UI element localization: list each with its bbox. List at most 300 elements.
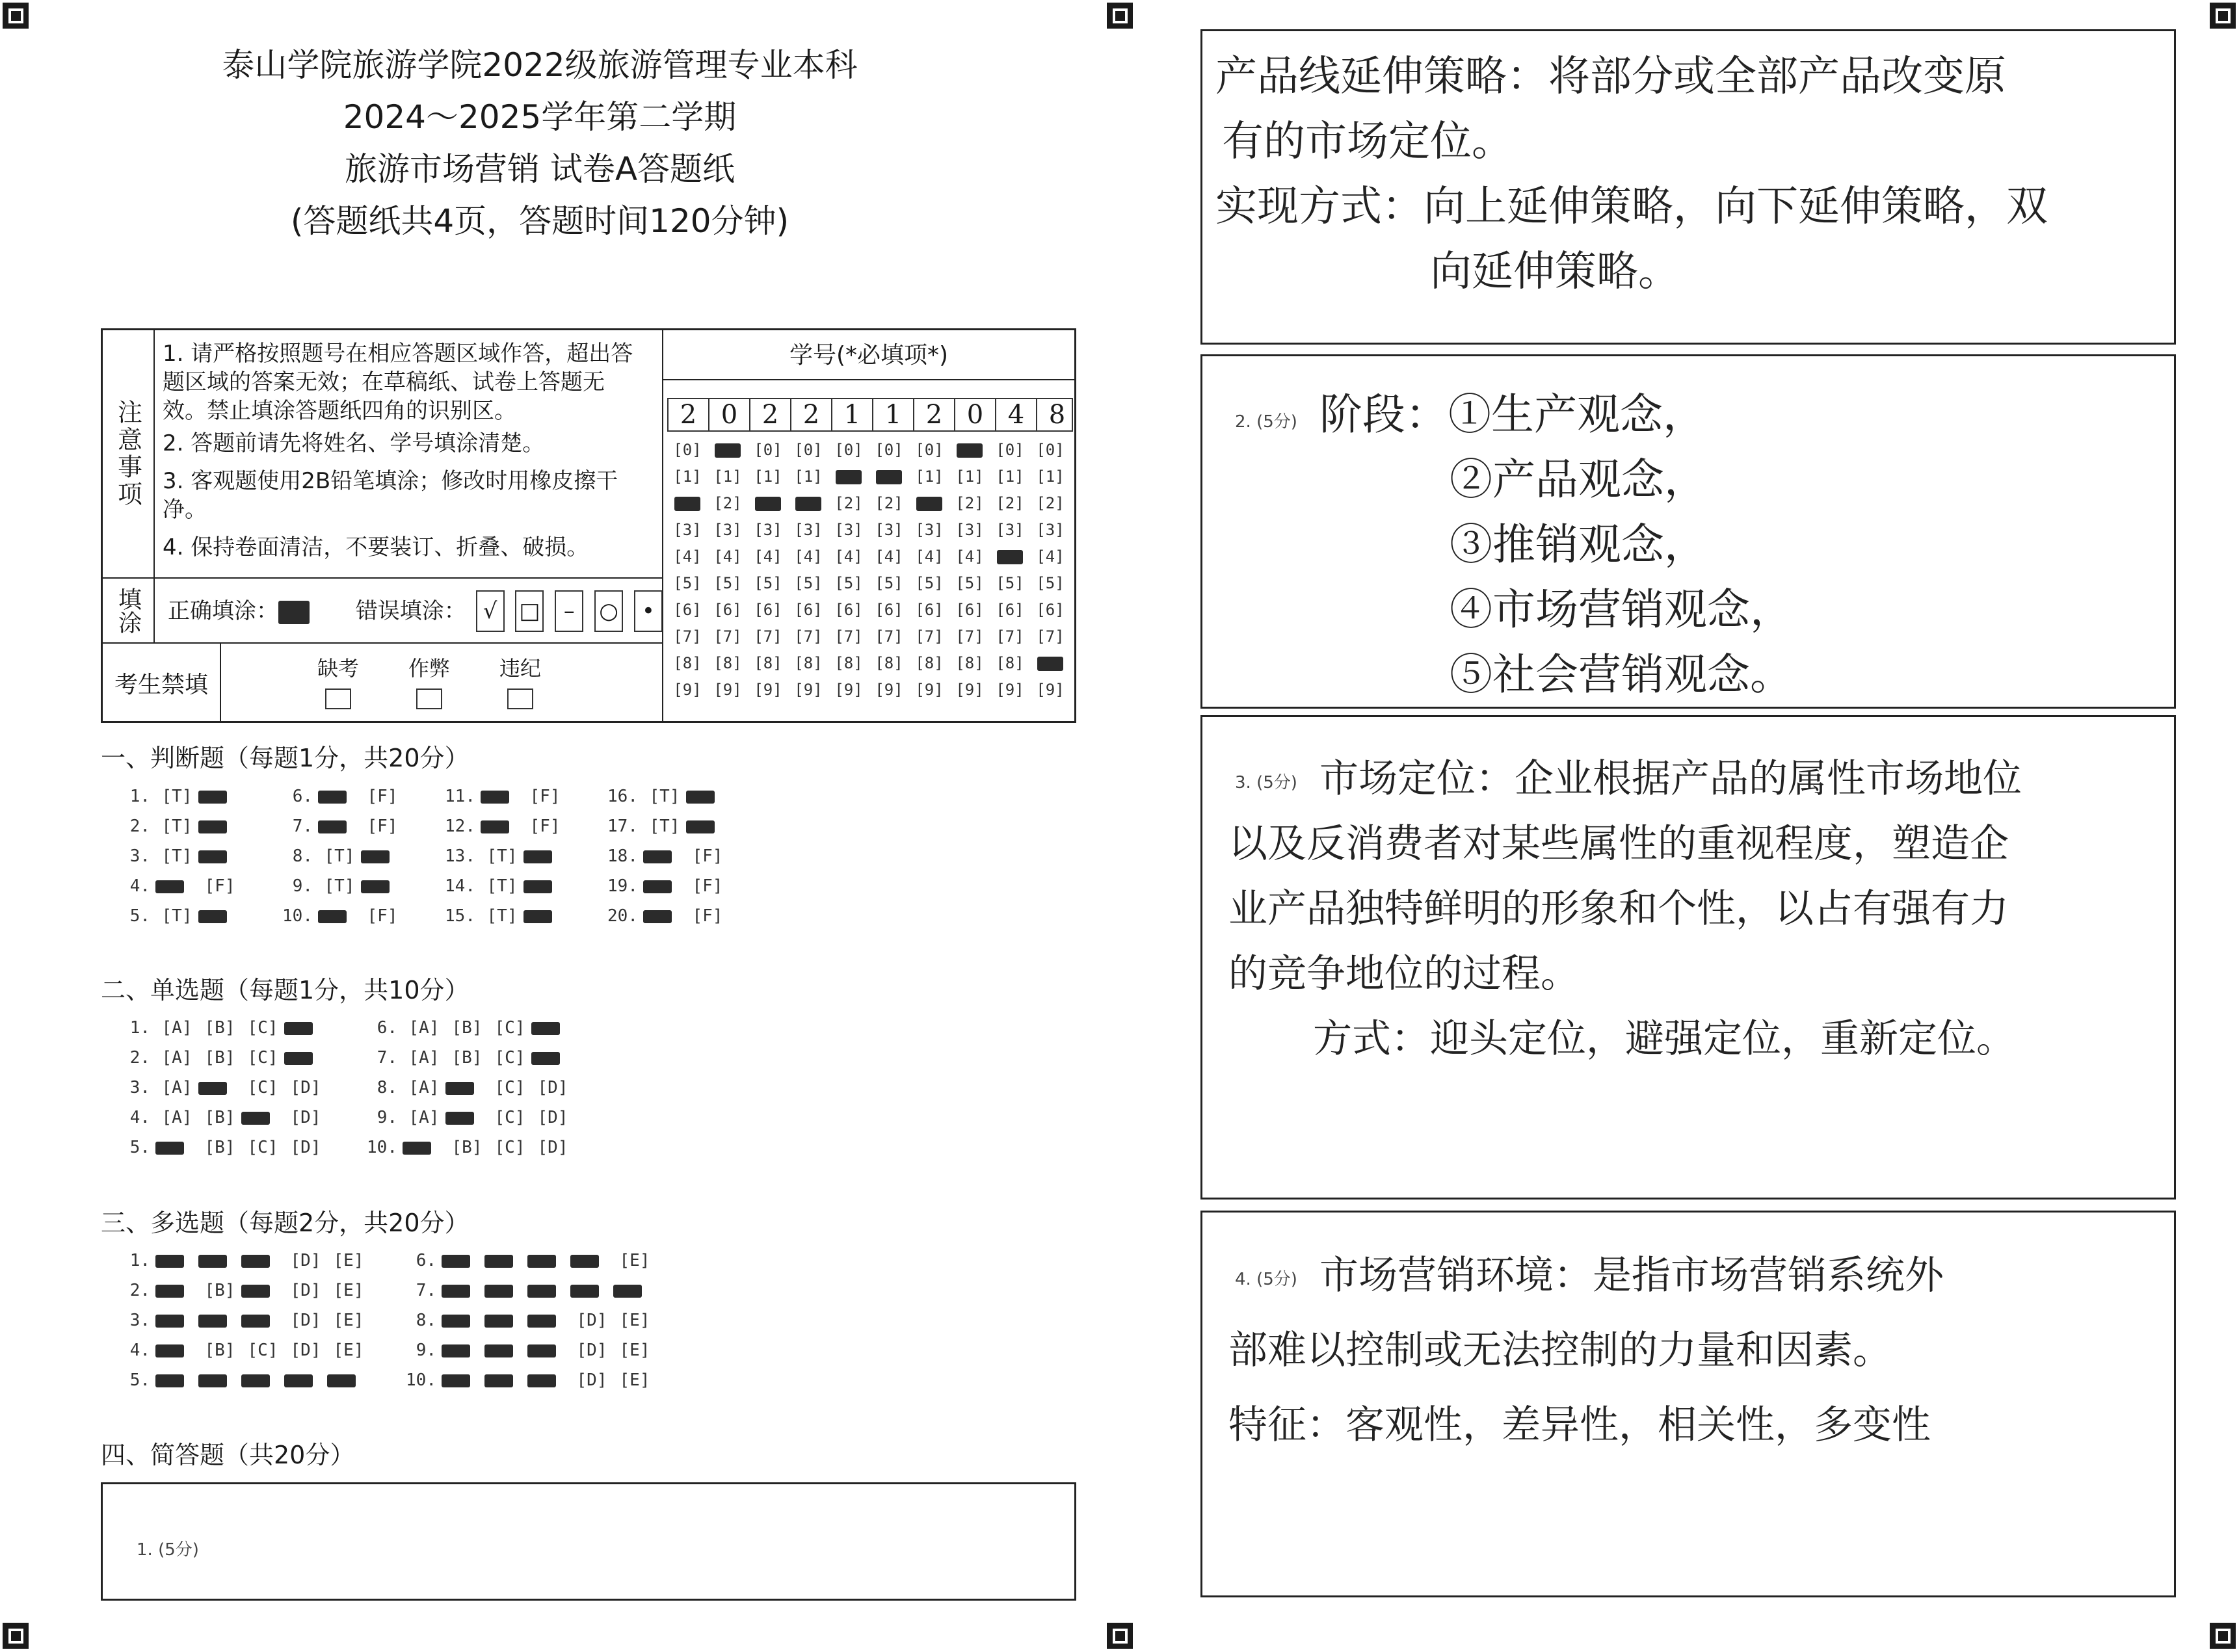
student-id-bubble[interactable]: [0] — [794, 441, 823, 459]
question-number: 12. — [445, 817, 475, 836]
answer-bubble[interactable]: [A] — [161, 1108, 192, 1127]
student-id-bubble[interactable]: [0] — [996, 441, 1024, 459]
answer-bubble[interactable]: [T] — [486, 906, 518, 926]
student-id-bubble[interactable]: [1] — [673, 467, 702, 486]
answer-bubble[interactable]: [F] — [692, 906, 723, 926]
answer-bubble[interactable]: [A] — [161, 1018, 192, 1038]
answer-bubble[interactable]: [D] — [290, 1281, 321, 1300]
answer-bubble[interactable] — [198, 846, 241, 866]
question-number: 11. — [445, 787, 475, 806]
answer-bubble[interactable]: [B] — [204, 1341, 235, 1360]
answer-bubble[interactable] — [686, 787, 729, 806]
answer-bubble[interactable]: [D] — [290, 1078, 321, 1097]
answer-bubble[interactable] — [523, 876, 566, 896]
student-id-bubble[interactable]: [5] — [673, 574, 702, 592]
answer-bubble[interactable] — [484, 1281, 527, 1300]
student-id-bubble[interactable]: [3] — [673, 521, 702, 539]
notice-item-4: 4. 保持卷面清洁，不要装订、折叠、破损。 — [163, 534, 589, 560]
multi-question — [400, 1251, 656, 1281]
multi-answer-area — [114, 1251, 764, 1407]
student-id-bubble[interactable]: [0] — [875, 441, 903, 459]
student-id-bubble[interactable]: [6] — [915, 601, 944, 619]
answer-bubble[interactable]: [F] — [367, 906, 398, 926]
student-id-bubble[interactable]: [5] — [794, 574, 823, 592]
answer-bubble[interactable]: [E] — [619, 1370, 650, 1390]
answer-bubble[interactable]: [T] — [649, 787, 680, 806]
student-id-digit: 1 — [873, 399, 914, 430]
answer-3-label: 3. (5分) — [1235, 773, 1297, 793]
candidate-forbidden-label: 考生禁填 — [103, 644, 221, 722]
answer-bubble[interactable]: [E] — [333, 1251, 364, 1270]
answer-bubble[interactable]: [B] — [451, 1018, 483, 1038]
violation-field — [499, 652, 541, 709]
answer-3-line: 业产品独特鲜明的形象和个性，以占有强有力 — [1228, 886, 2009, 932]
single-question — [361, 1138, 574, 1168]
judge-question — [602, 906, 729, 936]
student-id-bubble[interactable] — [708, 437, 748, 464]
answer-bubble[interactable]: [T] — [161, 817, 192, 836]
answer-bubble[interactable] — [442, 1251, 484, 1270]
answer-bubble[interactable] — [155, 1341, 198, 1360]
student-id-bubble[interactable] — [990, 544, 1030, 570]
answer-bubble[interactable] — [198, 906, 241, 926]
student-id-bubble[interactable]: [8] — [794, 654, 823, 672]
right-page — [1119, 0, 2239, 1652]
student-id-bubble[interactable]: [3] — [754, 521, 782, 539]
student-id-bubble[interactable]: [6] — [875, 601, 903, 619]
answer-bubble[interactable] — [531, 1018, 574, 1038]
student-id-bubble[interactable]: [8] — [834, 654, 863, 672]
answer-bubble[interactable] — [481, 817, 523, 836]
answer-bubble[interactable]: [C] — [494, 1048, 525, 1068]
answer-bubble[interactable]: [E] — [333, 1281, 364, 1300]
fill-example-row — [168, 590, 663, 632]
answer-bubble[interactable]: [D] — [576, 1311, 607, 1330]
answer-bubble[interactable]: [T] — [486, 846, 518, 866]
answer-bubble[interactable]: [A] — [408, 1078, 440, 1097]
multi-question — [400, 1370, 656, 1400]
student-id-bubble[interactable]: [9] — [875, 681, 903, 699]
question-number: 16. — [607, 787, 638, 806]
answer-bubble[interactable]: [D] — [537, 1078, 568, 1097]
answer-bubble[interactable]: [A] — [161, 1048, 192, 1068]
answer-bubble[interactable]: [D] — [290, 1138, 321, 1157]
question-number: 9. — [377, 1108, 397, 1127]
student-id-bubble[interactable]: [1] — [713, 467, 742, 486]
student-id-bubble[interactable]: [9] — [915, 681, 944, 699]
answer-bubble[interactable] — [318, 787, 361, 806]
student-id-bubble[interactable]: [0] — [1036, 441, 1065, 459]
student-id-bubble[interactable]: [4] — [834, 547, 863, 566]
answer-bubble[interactable] — [442, 1311, 484, 1330]
answer-bubble[interactable]: [E] — [619, 1311, 650, 1330]
answer-bubble[interactable] — [484, 1370, 527, 1390]
answer-bubble[interactable]: [D] — [537, 1108, 568, 1127]
answer-bubble[interactable] — [318, 817, 361, 836]
answer-bubble[interactable] — [403, 1138, 445, 1157]
student-id-bubble[interactable]: [8] — [875, 654, 903, 672]
answer-bubble[interactable] — [613, 1281, 656, 1300]
student-id-bubble[interactable]: [4] — [875, 547, 903, 566]
student-id-bubble[interactable]: [1] — [955, 467, 984, 486]
answer-box-2[interactable] — [1200, 354, 2176, 709]
question-number: 4. — [129, 1108, 150, 1127]
answer-bubble[interactable] — [198, 1370, 241, 1390]
student-id-bubble[interactable]: [1] — [794, 467, 823, 486]
student-id-bubble[interactable]: [5] — [996, 574, 1024, 592]
answer-bubble[interactable] — [523, 906, 566, 926]
student-id-bubble[interactable]: [6] — [1036, 601, 1065, 619]
student-id-bubble[interactable]: [5] — [834, 574, 863, 592]
student-id-bubble[interactable]: [2] — [875, 494, 903, 512]
answer-bubble[interactable]: [C] — [494, 1108, 525, 1127]
question-number: 6. — [292, 787, 313, 806]
student-id-digit: 2 — [669, 399, 709, 430]
answer-bubble[interactable] — [241, 1251, 284, 1270]
student-id-bubble[interactable] — [1030, 650, 1070, 677]
answer-bubble[interactable]: [D] — [576, 1370, 607, 1390]
answer-bubble[interactable] — [643, 846, 686, 866]
student-id-bubble[interactable]: [6] — [713, 601, 742, 619]
filled-bubble — [957, 443, 983, 458]
student-id-bubble[interactable]: [2] — [834, 494, 863, 512]
answer-bubble[interactable]: [A] — [408, 1048, 440, 1068]
student-id-bubble[interactable]: [8] — [996, 654, 1024, 672]
student-id-bubble[interactable]: [1] — [754, 467, 782, 486]
student-id-bubble[interactable] — [748, 490, 788, 517]
answer-bubble[interactable] — [155, 1311, 198, 1330]
answer-bubble[interactable] — [531, 1048, 574, 1068]
student-id-bubble[interactable]: [5] — [1036, 574, 1065, 592]
answer-box-3[interactable] — [1200, 715, 2176, 1200]
student-id-bubble[interactable]: [7] — [955, 627, 984, 646]
cheat-label: 作弊 — [408, 656, 451, 681]
multi-question — [400, 1281, 656, 1311]
wrong-fill-label: 错误填涂： — [355, 598, 466, 624]
student-id-bubble[interactable]: [6] — [955, 601, 984, 619]
answer-bubble[interactable] — [442, 1370, 484, 1390]
student-id-bubble[interactable]: [8] — [713, 654, 742, 672]
answer-1-line: 向延伸策略。 — [1430, 248, 1680, 296]
answer-bubble[interactable]: [B] — [204, 1018, 235, 1038]
answer-bubble[interactable] — [570, 1251, 613, 1270]
answer-box-4[interactable] — [1200, 1211, 2176, 1597]
answer-bubble[interactable] — [241, 1281, 284, 1300]
student-id-bubble[interactable]: [0] — [915, 441, 944, 459]
student-id-bubble[interactable]: [9] — [673, 681, 702, 699]
answer-bubble[interactable]: [D] — [290, 1341, 321, 1360]
answer-bubble[interactable] — [570, 1281, 613, 1300]
violation-checkbox[interactable] — [507, 688, 533, 709]
student-id-bubble[interactable]: [2] — [1036, 494, 1065, 512]
answer-bubble[interactable]: [E] — [619, 1341, 650, 1360]
student-id-bubble[interactable]: [0] — [834, 441, 863, 459]
answer-bubble[interactable] — [198, 817, 241, 836]
answer-2-label: 2. (5分) — [1235, 412, 1297, 432]
answer-bubble[interactable]: [F] — [204, 876, 235, 896]
answer-bubble[interactable]: [F] — [529, 787, 561, 806]
student-id-bubble[interactable]: [7] — [834, 627, 863, 646]
answer-bubble[interactable]: [E] — [619, 1251, 650, 1270]
answer-bubble[interactable] — [284, 1370, 327, 1390]
student-id-bubble[interactable]: [3] — [834, 521, 863, 539]
answer-bubble[interactable] — [484, 1311, 527, 1330]
answer-bubble[interactable]: [B] — [204, 1108, 235, 1127]
student-id-bubble[interactable]: [4] — [754, 547, 782, 566]
student-id-bubble[interactable]: [1] — [915, 467, 944, 486]
answer-bubble[interactable] — [484, 1341, 527, 1360]
answer-bubble[interactable] — [198, 1311, 241, 1330]
single-question — [361, 1018, 574, 1048]
answer-bubble[interactable]: [F] — [367, 787, 398, 806]
student-id-bubble[interactable] — [949, 437, 990, 464]
student-id-bubble[interactable]: [4] — [915, 547, 944, 566]
student-id-bubble[interactable] — [788, 490, 828, 517]
answer-bubble[interactable]: [T] — [161, 787, 192, 806]
cheat-checkbox[interactable] — [416, 688, 442, 709]
absent-checkbox[interactable] — [325, 688, 351, 709]
student-id-column — [949, 437, 990, 703]
student-id-bubble[interactable] — [667, 490, 708, 517]
answer-box-1[interactable] — [101, 1482, 1076, 1601]
answer-bubble[interactable] — [284, 1018, 327, 1038]
student-id-digit: 8 — [1048, 400, 1066, 430]
answer-bubble[interactable] — [523, 846, 566, 866]
answer-bubble[interactable] — [241, 1108, 284, 1127]
answer-bubble[interactable]: [C] — [247, 1048, 278, 1068]
student-id-bubble[interactable]: [5] — [713, 574, 742, 592]
filled-bubble — [916, 497, 942, 511]
answer-bubble[interactable]: [A] — [161, 1078, 192, 1097]
student-id-bubble[interactable]: [7] — [875, 627, 903, 646]
student-id-column — [990, 437, 1030, 703]
answer-bubble[interactable]: [T] — [649, 817, 680, 836]
correct-fill-label: 正确填涂： — [168, 598, 278, 624]
answer-bubble[interactable]: [A] — [408, 1018, 440, 1038]
answer-bubble[interactable] — [361, 876, 404, 896]
student-id-bubble[interactable]: [9] — [996, 681, 1024, 699]
answer-bubble[interactable] — [327, 1370, 370, 1390]
answer-bubble[interactable] — [198, 1251, 241, 1270]
answer-4-line: 特征：客观性，差异性，相关性，多变性 — [1228, 1402, 1931, 1448]
judge-question — [276, 787, 404, 817]
multi-question — [114, 1311, 370, 1341]
answer-4-line: 部难以控制或无法控制的力量和因素。 — [1228, 1328, 1892, 1373]
answer-bubble[interactable]: [F] — [692, 846, 723, 866]
answer-bubble[interactable]: [B] — [204, 1048, 235, 1068]
student-id-bubble[interactable]: [5] — [875, 574, 903, 592]
student-id-bubble-grid[interactable] — [667, 437, 1070, 710]
question-number: 18. — [607, 846, 638, 866]
question-number: 7. — [292, 817, 313, 836]
answer-bubble[interactable] — [527, 1370, 570, 1390]
student-id-bubble[interactable]: [2] — [996, 494, 1024, 512]
student-id-bubble[interactable]: [6] — [834, 601, 863, 619]
student-id-digits[interactable] — [667, 398, 1073, 432]
filled-bubble — [1037, 657, 1063, 671]
answer-bubble[interactable]: [E] — [333, 1311, 364, 1330]
answer-bubble[interactable] — [527, 1281, 570, 1300]
filled-bubble — [836, 470, 862, 484]
answer-bubble[interactable]: [C] — [247, 1138, 278, 1157]
answer-bubble[interactable] — [361, 846, 404, 866]
single-question — [361, 1078, 574, 1108]
answer-bubble[interactable] — [155, 1281, 198, 1300]
answer-bubble[interactable]: [C] — [494, 1078, 525, 1097]
answer-bubble[interactable]: [B] — [451, 1138, 483, 1157]
answer-3-line: 市场定位：企业根据产品的属性市场地位 — [1319, 756, 2022, 802]
student-id-bubble[interactable] — [869, 464, 909, 490]
student-id-bubble[interactable]: [9] — [713, 681, 742, 699]
student-id-bubble[interactable]: [9] — [834, 681, 863, 699]
cheat-field — [408, 652, 450, 709]
student-id-bubble[interactable]: [6] — [996, 601, 1024, 619]
student-id-bubble[interactable]: [9] — [1036, 681, 1065, 699]
single-question — [361, 1108, 574, 1138]
answer-bubble[interactable] — [527, 1251, 570, 1270]
answer-bubble[interactable] — [284, 1048, 327, 1068]
answer-bubble[interactable] — [155, 1370, 198, 1390]
answer-bubble[interactable]: [F] — [692, 876, 723, 896]
student-id-bubble[interactable]: [7] — [996, 627, 1024, 646]
student-id-bubble[interactable]: [5] — [955, 574, 984, 592]
answer-bubble[interactable] — [643, 906, 686, 926]
answer-bubble[interactable] — [155, 876, 198, 896]
answer-bubble[interactable] — [445, 1078, 488, 1097]
answer-bubble[interactable] — [241, 1370, 284, 1390]
answer-bubble[interactable]: [B] — [451, 1048, 483, 1068]
answer-bubble[interactable] — [155, 1251, 198, 1270]
student-id-bubble[interactable]: [3] — [955, 521, 984, 539]
answer-bubble[interactable]: [C] — [247, 1018, 278, 1038]
answer-bubble[interactable]: [A] — [408, 1108, 440, 1127]
student-id-bubble[interactable]: [4] — [955, 547, 984, 566]
answer-bubble[interactable]: [T] — [161, 846, 192, 866]
student-id-bubble[interactable]: [3] — [713, 521, 742, 539]
student-id-bubble[interactable] — [909, 490, 949, 517]
answer-bubble[interactable]: [C] — [247, 1078, 278, 1097]
answer-bubble[interactable]: [D] — [537, 1138, 568, 1157]
absent-label: 缺考 — [317, 656, 360, 681]
student-id-digit: 1 — [832, 399, 873, 430]
student-id-bubble[interactable]: [3] — [794, 521, 823, 539]
student-id-bubble[interactable]: [0] — [673, 441, 702, 459]
student-id-bubble[interactable]: [7] — [794, 627, 823, 646]
student-id-bubble[interactable]: [7] — [1036, 627, 1065, 646]
student-id-bubble[interactable]: [7] — [673, 627, 702, 646]
student-id-bubble[interactable]: [3] — [1036, 521, 1065, 539]
question-number: 6. — [416, 1251, 436, 1270]
student-id-column — [788, 437, 828, 703]
answer-bubble[interactable] — [198, 1078, 241, 1097]
student-id-bubble[interactable]: [8] — [955, 654, 984, 672]
answer-bubble[interactable] — [481, 787, 523, 806]
wrong-sample-dash: – — [555, 590, 583, 632]
student-id-bubble[interactable]: [0] — [754, 441, 782, 459]
answer-bubble[interactable] — [527, 1311, 570, 1330]
answer-bubble[interactable] — [318, 906, 361, 926]
answer-bubble[interactable] — [241, 1311, 284, 1330]
answer-bubble[interactable]: [F] — [367, 817, 398, 836]
student-id-bubble[interactable]: [4] — [1036, 547, 1065, 566]
student-id-bubble[interactable]: [3] — [875, 521, 903, 539]
answer-bubble[interactable]: [C] — [494, 1018, 525, 1038]
answer-bubble[interactable]: [E] — [333, 1341, 364, 1360]
answer-bubble[interactable]: [F] — [529, 817, 561, 836]
student-id-bubble[interactable]: [3] — [996, 521, 1024, 539]
student-id-bubble[interactable]: [6] — [754, 601, 782, 619]
student-id-bubble[interactable]: [9] — [955, 681, 984, 699]
answer-bubble[interactable]: [T] — [324, 846, 355, 866]
student-id-digit: 2 — [791, 399, 832, 430]
student-id-bubble[interactable]: [9] — [794, 681, 823, 699]
student-id-bubble[interactable]: [8] — [915, 654, 944, 672]
answer-bubble[interactable]: [D] — [290, 1251, 321, 1270]
question-number: 19. — [607, 876, 638, 896]
student-id-bubble[interactable]: [9] — [754, 681, 782, 699]
exam-title-line1: 泰山学院旅游学院2022级旅游管理专业本科 — [222, 46, 858, 84]
answer-bubble[interactable] — [442, 1281, 484, 1300]
answer-bubble[interactable] — [527, 1341, 570, 1360]
student-id-bubble[interactable]: [8] — [673, 654, 702, 672]
student-id-bubble[interactable]: [6] — [794, 601, 823, 619]
student-id-bubble[interactable]: [4] — [713, 547, 742, 566]
answer-bubble[interactable]: [C] — [247, 1341, 278, 1360]
student-id-bubble[interactable]: [8] — [754, 654, 782, 672]
answer-bubble[interactable]: [D] — [290, 1311, 321, 1330]
judge-answer-area — [114, 787, 764, 943]
question-number: 14. — [445, 876, 475, 896]
student-id-bubble[interactable]: [4] — [673, 547, 702, 566]
student-id-bubble[interactable]: [2] — [713, 494, 742, 512]
answer-bubble[interactable]: [C] — [494, 1138, 525, 1157]
student-id-digit: 2 — [914, 399, 955, 430]
answer-bubble[interactable] — [442, 1341, 484, 1360]
student-id-bubble[interactable]: [1] — [996, 467, 1024, 486]
answer-bubble[interactable] — [484, 1251, 527, 1270]
answer-bubble[interactable]: [T] — [324, 876, 355, 896]
answer-bubble[interactable] — [643, 876, 686, 896]
answer-2-line: ⑤社会营销观念。 — [1450, 649, 1793, 700]
answer-box-1-continued[interactable] — [1200, 29, 2176, 345]
answer-bubble[interactable]: [T] — [161, 906, 192, 926]
student-id-bubble[interactable]: [1] — [1036, 467, 1065, 486]
answer-bubble[interactable]: [B] — [204, 1281, 235, 1300]
student-id-bubble[interactable]: [7] — [915, 627, 944, 646]
answer-bubble[interactable] — [686, 817, 729, 836]
answer-bubble[interactable] — [198, 787, 241, 806]
answer-bubble[interactable] — [155, 1138, 198, 1157]
student-id-bubble[interactable]: [4] — [794, 547, 823, 566]
student-id-bubble[interactable]: [3] — [915, 521, 944, 539]
student-id-bubble[interactable]: [6] — [673, 601, 702, 619]
student-id-bubble[interactable]: [7] — [754, 627, 782, 646]
student-id-bubble[interactable]: [2] — [955, 494, 984, 512]
answer-bubble[interactable]: [B] — [204, 1138, 235, 1157]
single-question — [114, 1048, 327, 1078]
question-number: 4. — [129, 1341, 150, 1360]
answer-bubble[interactable]: [D] — [576, 1341, 607, 1360]
judge-question — [276, 876, 404, 906]
student-id-bubble[interactable]: [7] — [713, 627, 742, 646]
answer-bubble[interactable] — [445, 1108, 488, 1127]
answer-bubble[interactable]: [D] — [290, 1108, 321, 1127]
student-id-column — [1030, 437, 1070, 703]
student-id-bubble[interactable]: [5] — [915, 574, 944, 592]
answer-bubble[interactable]: [T] — [486, 876, 518, 896]
student-id-bubble[interactable]: [5] — [754, 574, 782, 592]
student-id-bubble[interactable] — [828, 464, 869, 490]
